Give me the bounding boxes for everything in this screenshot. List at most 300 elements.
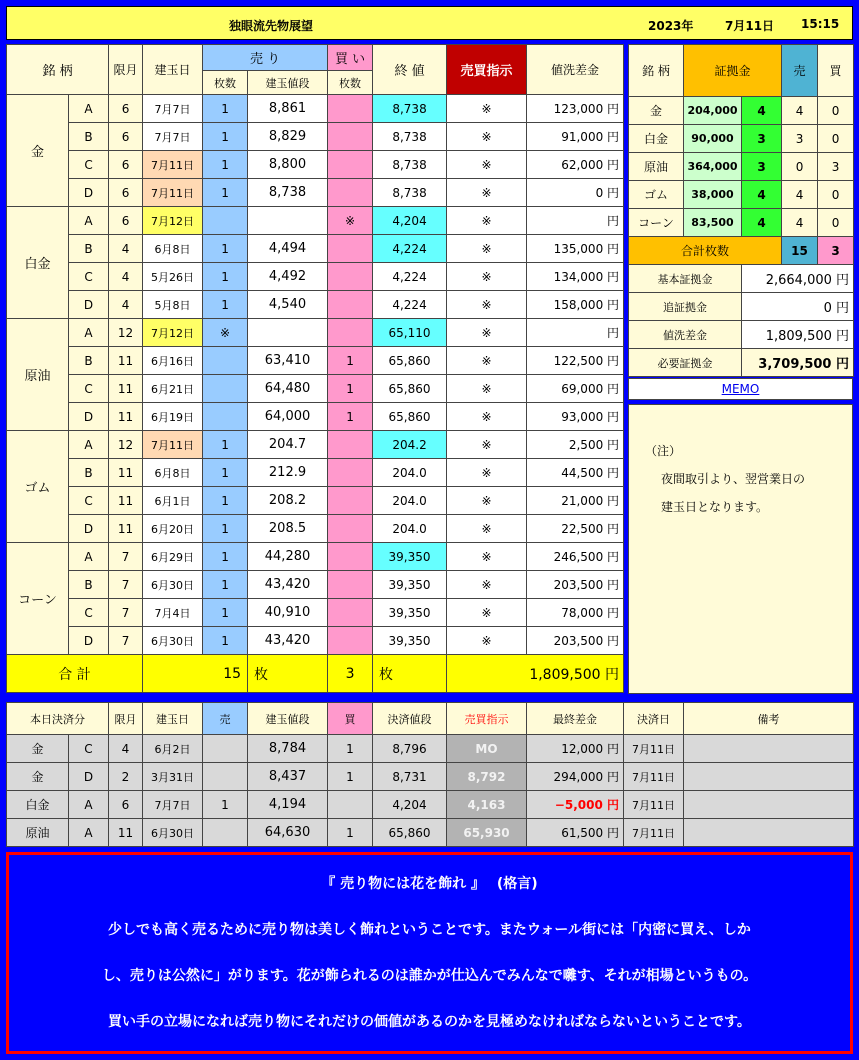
sell-count: 1 bbox=[203, 515, 248, 543]
position-price: 43,420 bbox=[248, 627, 328, 655]
sell-count: 1 bbox=[203, 431, 248, 459]
valuation-diff: 78,000 円 bbox=[527, 599, 624, 627]
settlement-row bbox=[7, 735, 854, 763]
series-label: C bbox=[69, 375, 109, 403]
position-price: 208.5 bbox=[248, 515, 328, 543]
margin-buy: 0 bbox=[818, 181, 854, 209]
position-row bbox=[7, 123, 624, 151]
sell-count: 1 bbox=[203, 151, 248, 179]
close-price: 8,738 bbox=[373, 95, 447, 123]
position-date: 6月30日 bbox=[143, 571, 203, 599]
header-time: 15:15 bbox=[801, 17, 840, 31]
position-date: 7月12日 bbox=[143, 319, 203, 347]
valuation-diff: 22,500 円 bbox=[527, 515, 624, 543]
series-label: D bbox=[69, 291, 109, 319]
margin-sell: 4 bbox=[782, 209, 818, 237]
memo-link[interactable]: MEMO bbox=[721, 382, 760, 396]
commodity-name: 原油 bbox=[7, 319, 69, 431]
series-label: B bbox=[69, 347, 109, 375]
margin-amount: 83,500 bbox=[684, 209, 742, 237]
valuation-diff: 158,000 円 bbox=[527, 291, 624, 319]
position-row bbox=[7, 627, 624, 655]
total-uri-count: 15 bbox=[143, 655, 248, 693]
buy-count: 1 bbox=[328, 347, 373, 375]
col-kai: 買 い bbox=[328, 45, 373, 71]
close-price: 4,224 bbox=[373, 235, 447, 263]
valuation-diff: 246,500 円 bbox=[527, 543, 624, 571]
settle-month: 2 bbox=[109, 763, 143, 791]
margin-total-buy: 3 bbox=[818, 237, 854, 265]
margin-summary-row bbox=[629, 293, 854, 321]
position-date: 7月7日 bbox=[143, 123, 203, 151]
buy-count bbox=[328, 319, 373, 347]
commodity-name: 金 bbox=[7, 95, 69, 207]
series-label: B bbox=[69, 123, 109, 151]
close-price: 4,204 bbox=[373, 207, 447, 235]
trade-signal: ※ bbox=[447, 459, 527, 487]
contract-month: 6 bbox=[109, 207, 143, 235]
close-price: 65,860 bbox=[373, 347, 447, 375]
margin-commodity: 白金 bbox=[629, 125, 684, 153]
margin-col-kai: 買 bbox=[818, 45, 854, 97]
trade-signal: ※ bbox=[447, 543, 527, 571]
settle-col-biko: 備考 bbox=[684, 703, 854, 735]
series-label: C bbox=[69, 599, 109, 627]
valuation-diff: 円 bbox=[527, 319, 624, 347]
position-date: 5月8日 bbox=[143, 291, 203, 319]
settle-commodity: 白金 bbox=[7, 791, 69, 819]
contract-month: 12 bbox=[109, 319, 143, 347]
settle-buy bbox=[328, 791, 373, 819]
memo-box bbox=[628, 404, 853, 694]
position-date: 6月20日 bbox=[143, 515, 203, 543]
close-price: 65,860 bbox=[373, 375, 447, 403]
contract-month: 7 bbox=[109, 571, 143, 599]
settle-price: 8,437 bbox=[248, 763, 328, 791]
margin-table bbox=[628, 44, 854, 377]
margin-commodity: 金 bbox=[629, 97, 684, 125]
memo-bar bbox=[628, 378, 853, 400]
settle-signal: 4,163 bbox=[447, 791, 527, 819]
trade-signal: ※ bbox=[447, 263, 527, 291]
settle-sell: 1 bbox=[203, 791, 248, 819]
total-row bbox=[7, 655, 624, 693]
settle-close-price: 4,204 bbox=[373, 791, 447, 819]
trade-signal: ※ bbox=[447, 123, 527, 151]
settle-final-diff: −5,000 円 bbox=[527, 791, 624, 819]
series-label: C bbox=[69, 487, 109, 515]
settle-note bbox=[684, 819, 854, 847]
trade-signal: ※ bbox=[447, 487, 527, 515]
col-meigara: 銘 柄 bbox=[7, 45, 109, 95]
settle-series: A bbox=[69, 819, 109, 847]
sell-count: 1 bbox=[203, 235, 248, 263]
settle-note bbox=[684, 791, 854, 819]
contract-month: 11 bbox=[109, 347, 143, 375]
position-date: 6月8日 bbox=[143, 459, 203, 487]
position-row bbox=[7, 543, 624, 571]
settle-final-diff: 61,500 円 bbox=[527, 819, 624, 847]
buy-count bbox=[328, 291, 373, 319]
settle-price: 64,630 bbox=[248, 819, 328, 847]
total-diff: 1,809,500 円 bbox=[447, 655, 624, 693]
trade-signal: ※ bbox=[447, 515, 527, 543]
position-row bbox=[7, 95, 624, 123]
buy-count bbox=[328, 123, 373, 151]
margin-row bbox=[629, 209, 854, 237]
proverb-line-3: 買い手の立場になれば売り物にそれだけの価値があるのかを見極めなければならないということです。 bbox=[108, 1014, 751, 1030]
settle-sell bbox=[203, 763, 248, 791]
proverb-box bbox=[6, 852, 853, 1054]
col-owarine: 終 値 bbox=[373, 45, 447, 95]
contract-month: 11 bbox=[109, 375, 143, 403]
buy-count bbox=[328, 235, 373, 263]
settle-price: 8,784 bbox=[248, 735, 328, 763]
margin-total-sell: 15 bbox=[782, 237, 818, 265]
col-tategyoku-nedan: 建玉値段 bbox=[248, 71, 328, 95]
position-date: 6月29日 bbox=[143, 543, 203, 571]
position-price bbox=[248, 207, 328, 235]
memo-line-3: 建玉日となります。 bbox=[661, 500, 769, 514]
position-row bbox=[7, 375, 624, 403]
settle-close-price: 8,731 bbox=[373, 763, 447, 791]
position-row bbox=[7, 207, 624, 235]
margin-summary-row bbox=[629, 349, 854, 377]
contract-month: 6 bbox=[109, 151, 143, 179]
margin-col-uri: 売 bbox=[782, 45, 818, 97]
settle-col-kai: 買 bbox=[328, 703, 373, 735]
valuation-diff: 135,000 円 bbox=[527, 235, 624, 263]
position-price: 8,800 bbox=[248, 151, 328, 179]
trade-signal: ※ bbox=[447, 151, 527, 179]
position-price: 4,492 bbox=[248, 263, 328, 291]
summary-value: 1,809,500 円 bbox=[742, 321, 854, 349]
close-price: 65,860 bbox=[373, 403, 447, 431]
settlement-row bbox=[7, 763, 854, 791]
close-price: 39,350 bbox=[373, 599, 447, 627]
position-row bbox=[7, 459, 624, 487]
series-label: C bbox=[69, 151, 109, 179]
trade-signal: ※ bbox=[447, 375, 527, 403]
settle-month: 6 bbox=[109, 791, 143, 819]
margin-total-label: 合計枚数 bbox=[629, 237, 782, 265]
sell-count: 1 bbox=[203, 123, 248, 151]
buy-count bbox=[328, 627, 373, 655]
position-row bbox=[7, 431, 624, 459]
position-date: 6月30日 bbox=[143, 627, 203, 655]
col-tategyokubi: 建玉日 bbox=[143, 45, 203, 95]
summary-label: 値洗差金 bbox=[629, 321, 742, 349]
col-baibai: 売買指示 bbox=[447, 45, 527, 95]
valuation-diff: 69,000 円 bbox=[527, 375, 624, 403]
margin-sell: 0 bbox=[782, 153, 818, 181]
settle-price: 4,194 bbox=[248, 791, 328, 819]
proverb-line-2: し、売りは公然に」がります。花が飾られるのは誰かが仕込んでみんなで囃す、それが相場というもの。 bbox=[101, 968, 758, 984]
settle-signal: 65,930 bbox=[447, 819, 527, 847]
settlement-table bbox=[6, 702, 854, 847]
close-price: 204.0 bbox=[373, 487, 447, 515]
position-date: 7月4日 bbox=[143, 599, 203, 627]
trade-signal: ※ bbox=[447, 347, 527, 375]
contract-month: 11 bbox=[109, 403, 143, 431]
close-price: 4,224 bbox=[373, 263, 447, 291]
position-date: 7月11日 bbox=[143, 431, 203, 459]
margin-units: 4 bbox=[742, 97, 782, 125]
sell-count: 1 bbox=[203, 571, 248, 599]
settle-final-diff: 12,000 円 bbox=[527, 735, 624, 763]
position-price: 4,540 bbox=[248, 291, 328, 319]
position-date: 7月7日 bbox=[143, 95, 203, 123]
position-price: 44,280 bbox=[248, 543, 328, 571]
buy-count: 1 bbox=[328, 375, 373, 403]
position-date: 5月26日 bbox=[143, 263, 203, 291]
settle-date: 7月7日 bbox=[143, 791, 203, 819]
sell-count: 1 bbox=[203, 627, 248, 655]
settle-col-kessai: 決済値段 bbox=[373, 703, 447, 735]
margin-row bbox=[629, 153, 854, 181]
trade-signal: ※ bbox=[447, 431, 527, 459]
sell-count: 1 bbox=[203, 179, 248, 207]
settle-col-label: 本日決済分 bbox=[7, 703, 109, 735]
valuation-diff: 2,500 円 bbox=[527, 431, 624, 459]
settle-date: 3月31日 bbox=[143, 763, 203, 791]
trade-signal: ※ bbox=[447, 319, 527, 347]
settle-note bbox=[684, 763, 854, 791]
settle-commodity: 金 bbox=[7, 763, 69, 791]
margin-commodity: 原油 bbox=[629, 153, 684, 181]
settle-final-diff: 294,000 円 bbox=[527, 763, 624, 791]
settle-date: 6月30日 bbox=[143, 819, 203, 847]
settle-col-nedan: 建玉値段 bbox=[248, 703, 328, 735]
col-maisu-kai: 枚数 bbox=[328, 71, 373, 95]
margin-buy: 0 bbox=[818, 97, 854, 125]
summary-value: 0 円 bbox=[742, 293, 854, 321]
margin-amount: 38,000 bbox=[684, 181, 742, 209]
proverb-line-1: 少しでも高く売るために売り物は美しく飾れということです。またウォール街には「内密に買え、しか bbox=[108, 922, 751, 938]
position-date: 7月12日 bbox=[143, 207, 203, 235]
valuation-diff: 21,000 円 bbox=[527, 487, 624, 515]
buy-count: ※ bbox=[328, 207, 373, 235]
position-price: 4,494 bbox=[248, 235, 328, 263]
commodity-name: ゴム bbox=[7, 431, 69, 543]
position-row bbox=[7, 403, 624, 431]
sell-count: 1 bbox=[203, 599, 248, 627]
valuation-diff: 62,000 円 bbox=[527, 151, 624, 179]
close-price: 65,110 bbox=[373, 319, 447, 347]
summary-value: 2,664,000 円 bbox=[742, 265, 854, 293]
position-date: 6月21日 bbox=[143, 375, 203, 403]
commodity-name: 白金 bbox=[7, 207, 69, 319]
settle-day: 7月11日 bbox=[624, 763, 684, 791]
valuation-diff: 123,000 円 bbox=[527, 95, 624, 123]
buy-count bbox=[328, 487, 373, 515]
buy-count bbox=[328, 543, 373, 571]
memo-line-2: 夜間取引より、翌営業日の bbox=[661, 472, 806, 486]
close-price: 39,350 bbox=[373, 571, 447, 599]
settle-series: A bbox=[69, 791, 109, 819]
buy-count bbox=[328, 571, 373, 599]
close-price: 4,224 bbox=[373, 291, 447, 319]
valuation-diff: 203,500 円 bbox=[527, 571, 624, 599]
margin-amount: 90,000 bbox=[684, 125, 742, 153]
settle-col-uri: 売 bbox=[203, 703, 248, 735]
settlement-row bbox=[7, 819, 854, 847]
settle-signal: 8,792 bbox=[447, 763, 527, 791]
series-label: D bbox=[69, 403, 109, 431]
sell-count bbox=[203, 347, 248, 375]
series-label: A bbox=[69, 207, 109, 235]
position-price: 64,480 bbox=[248, 375, 328, 403]
buy-count bbox=[328, 263, 373, 291]
settle-day: 7月11日 bbox=[624, 735, 684, 763]
close-price: 204.0 bbox=[373, 459, 447, 487]
margin-sell: 3 bbox=[782, 125, 818, 153]
position-row bbox=[7, 515, 624, 543]
col-uri: 売 り bbox=[203, 45, 328, 71]
settle-note bbox=[684, 735, 854, 763]
margin-units: 4 bbox=[742, 209, 782, 237]
contract-month: 7 bbox=[109, 543, 143, 571]
summary-label: 追証拠金 bbox=[629, 293, 742, 321]
settle-col-gengetsu: 限月 bbox=[109, 703, 143, 735]
sell-count bbox=[203, 375, 248, 403]
settle-col-tategyokubi: 建玉日 bbox=[143, 703, 203, 735]
settle-close-price: 8,796 bbox=[373, 735, 447, 763]
position-row bbox=[7, 151, 624, 179]
series-label: A bbox=[69, 543, 109, 571]
valuation-diff: 134,000 円 bbox=[527, 263, 624, 291]
sell-count: 1 bbox=[203, 263, 248, 291]
settlement-row bbox=[7, 791, 854, 819]
buy-count bbox=[328, 95, 373, 123]
position-date: 6月19日 bbox=[143, 403, 203, 431]
position-price: 208.2 bbox=[248, 487, 328, 515]
page-title: 独眼流先物展望 bbox=[229, 19, 314, 33]
series-label: B bbox=[69, 571, 109, 599]
settle-buy: 1 bbox=[328, 735, 373, 763]
position-price: 204.7 bbox=[248, 431, 328, 459]
memo-line-1: （注） bbox=[645, 444, 682, 458]
valuation-diff: 円 bbox=[527, 207, 624, 235]
position-date: 6月8日 bbox=[143, 235, 203, 263]
close-price: 8,738 bbox=[373, 123, 447, 151]
position-date: 7月11日 bbox=[143, 179, 203, 207]
buy-count bbox=[328, 515, 373, 543]
series-label: D bbox=[69, 179, 109, 207]
settle-day: 7月11日 bbox=[624, 791, 684, 819]
margin-row bbox=[629, 125, 854, 153]
margin-units: 4 bbox=[742, 181, 782, 209]
total-label: 合 計 bbox=[7, 655, 143, 693]
col-maisu: 枚数 bbox=[203, 71, 248, 95]
margin-col-meigara: 銘 柄 bbox=[629, 45, 684, 97]
total-kai-unit: 枚 bbox=[373, 655, 447, 693]
total-uri-unit: 枚 bbox=[248, 655, 328, 693]
series-label: B bbox=[69, 459, 109, 487]
contract-month: 6 bbox=[109, 95, 143, 123]
margin-buy: 0 bbox=[818, 209, 854, 237]
position-date: 6月16日 bbox=[143, 347, 203, 375]
position-price: 64,000 bbox=[248, 403, 328, 431]
position-price: 43,420 bbox=[248, 571, 328, 599]
valuation-diff: 203,500 円 bbox=[527, 627, 624, 655]
margin-buy: 0 bbox=[818, 125, 854, 153]
trade-signal: ※ bbox=[447, 207, 527, 235]
series-label: D bbox=[69, 515, 109, 543]
sell-count bbox=[203, 403, 248, 431]
series-label: A bbox=[69, 431, 109, 459]
trade-signal: ※ bbox=[447, 627, 527, 655]
contract-month: 4 bbox=[109, 263, 143, 291]
position-date: 6月1日 bbox=[143, 487, 203, 515]
buy-count bbox=[328, 179, 373, 207]
commodity-name: コーン bbox=[7, 543, 69, 655]
margin-commodity: ゴム bbox=[629, 181, 684, 209]
series-label: D bbox=[69, 627, 109, 655]
settle-day: 7月11日 bbox=[624, 819, 684, 847]
positions-table bbox=[6, 44, 624, 693]
sell-count: 1 bbox=[203, 459, 248, 487]
trade-signal: ※ bbox=[447, 95, 527, 123]
contract-month: 4 bbox=[109, 291, 143, 319]
position-row bbox=[7, 179, 624, 207]
total-kai-count: 3 bbox=[328, 655, 373, 693]
margin-summary-row bbox=[629, 265, 854, 293]
settle-col-baibai: 売買指示 bbox=[447, 703, 527, 735]
trade-signal: ※ bbox=[447, 571, 527, 599]
settle-date: 6月2日 bbox=[143, 735, 203, 763]
position-row bbox=[7, 599, 624, 627]
settle-month: 11 bbox=[109, 819, 143, 847]
position-price: 212.9 bbox=[248, 459, 328, 487]
position-row bbox=[7, 291, 624, 319]
margin-row bbox=[629, 181, 854, 209]
sell-count: 1 bbox=[203, 543, 248, 571]
margin-total-row bbox=[629, 237, 854, 265]
position-price: 8,829 bbox=[248, 123, 328, 151]
settle-buy: 1 bbox=[328, 763, 373, 791]
close-price: 204.0 bbox=[373, 515, 447, 543]
margin-col-shokokin: 証拠金 bbox=[684, 45, 782, 97]
sell-count: 1 bbox=[203, 95, 248, 123]
series-label: B bbox=[69, 235, 109, 263]
buy-count bbox=[328, 599, 373, 627]
series-label: A bbox=[69, 319, 109, 347]
trade-signal: ※ bbox=[447, 291, 527, 319]
margin-commodity: コーン bbox=[629, 209, 684, 237]
contract-month: 7 bbox=[109, 599, 143, 627]
margin-row bbox=[629, 97, 854, 125]
close-price: 39,350 bbox=[373, 627, 447, 655]
close-price: 8,738 bbox=[373, 179, 447, 207]
close-price: 204.2 bbox=[373, 431, 447, 459]
margin-sell: 4 bbox=[782, 97, 818, 125]
position-price bbox=[248, 319, 328, 347]
position-price: 63,410 bbox=[248, 347, 328, 375]
margin-units: 3 bbox=[742, 125, 782, 153]
contract-month: 11 bbox=[109, 515, 143, 543]
trade-signal: ※ bbox=[447, 403, 527, 431]
trade-signal: ※ bbox=[447, 235, 527, 263]
summary-label: 基本証拠金 bbox=[629, 265, 742, 293]
close-price: 8,738 bbox=[373, 151, 447, 179]
proverb-title: 『 売り物には花を飾れ 』 (格言) bbox=[321, 876, 538, 892]
position-row bbox=[7, 319, 624, 347]
margin-buy: 3 bbox=[818, 153, 854, 181]
settle-col-saishu: 最終差金 bbox=[527, 703, 624, 735]
header-year: 2023年 bbox=[648, 19, 694, 33]
contract-month: 7 bbox=[109, 627, 143, 655]
